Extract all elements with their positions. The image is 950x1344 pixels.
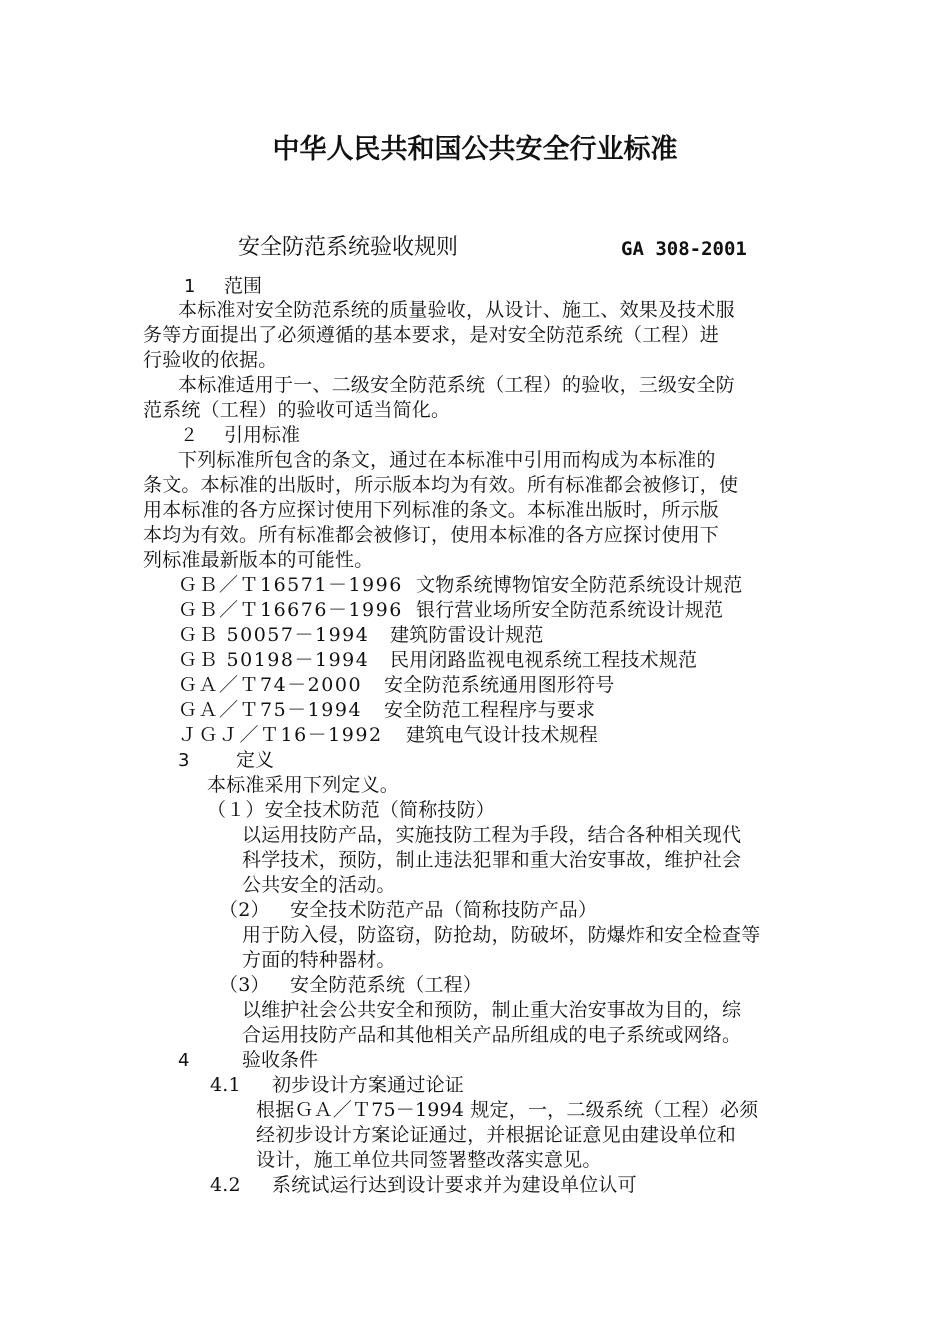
section-1-paragraph-2-line: 本标准适用于一、二级安全防范系统（工程）的验收，三级安全防: [178, 374, 735, 396]
reference-code: ＧＢ／Ｔ16676－1996: [178, 599, 403, 621]
section-1-paragraph-1-line: 本标准对安全防范系统的质量验收，从设计、施工、效果及技术服: [178, 299, 735, 321]
reference-name: 建筑电气设计技术规程: [406, 724, 599, 746]
reference-code: ＧＢ 50057－1994: [178, 624, 370, 646]
reference-name: 民用闭路监视电视系统工程技术规范: [390, 649, 698, 671]
doc-code: GA 308-2001: [621, 238, 747, 260]
section-2-paragraph-line: 用本标准的各方应探讨使用下列标准的条文。本标准出版时，所示版: [143, 499, 720, 521]
section-4-number: 4: [178, 1050, 190, 1071]
subsection-4-1-body-line: 设计，施工单位共同签署整改落实意见。: [256, 1149, 602, 1171]
definition-1-body-line: 科学技术，预防，制止违法犯罪和重大治安事故，维护社会: [242, 849, 742, 871]
definition-2-label: 安全技术防范产品（简称技防产品）: [290, 899, 598, 921]
subsection-4-1-body-line: 根据ＧＡ／Ｔ75－1994 规定，一，二级系统（工程）必须: [256, 1099, 759, 1121]
section-1-paragraph-1-line: 行验收的依据。: [143, 349, 278, 371]
reference-name: 文物系统博物馆安全防范系统设计规范: [416, 574, 743, 596]
definition-3-number: （3）: [219, 974, 270, 996]
definition-1-body-line: 以运用技防产品，实施技防工程为手段，结合各种相关现代: [242, 824, 742, 846]
section-1-number: 1: [184, 276, 196, 297]
subsection-4-1-title: 初步设计方案通过论证: [272, 1074, 465, 1096]
section-1-title: 范围: [224, 275, 263, 297]
definition-2-body-line: 方面的特种器材。: [242, 949, 396, 971]
subsection-4-1-body-line: 经初步设计方案论证通过，并根据论证意见由建设单位和: [256, 1124, 737, 1146]
section-2-paragraph-line: 本均为有效。所有标准都会被修订，使用本标准的各方应探讨使用下: [143, 524, 720, 546]
section-2-paragraph-line: 列标准最新版本的可能性。: [143, 549, 374, 571]
main-title: 中华人民共和国公共安全行业标准: [272, 134, 678, 165]
reference-name: 安全防范工程程序与要求: [384, 699, 596, 721]
definition-3-label: 安全防范系统（工程）: [290, 974, 483, 996]
definition-3-body-line: 合运用技防产品和其他相关产品所组成的电子系统或网络。: [242, 1024, 742, 1046]
reference-name: 安全防范系统通用图形符号: [384, 674, 615, 696]
section-2-title: 引用标准: [224, 424, 301, 446]
section-4-title: 验收条件: [242, 1049, 319, 1071]
reference-name: 建筑防雷设计规范: [390, 624, 544, 646]
reference-code: ＪＧＪ／Ｔ16－1992: [178, 724, 383, 746]
section-1-paragraph-1-line: 务等方面提出了必须遵循的基本要求，是对安全防范系统（工程）进: [143, 324, 720, 346]
doc-title: 安全防范系统验收规则: [238, 235, 459, 260]
reference-code: ＧＡ／Ｔ75－1994: [178, 699, 363, 721]
definition-2-body-line: 用于防入侵，防盗窃，防抢劫，防破坏，防爆炸和安全检查等: [242, 924, 761, 946]
section-3-intro: 本标准采用下列定义。: [207, 774, 400, 796]
section-2-paragraph-line: 条文。本标准的出版时，所示版本均为有效。所有标准都会被修订，使: [143, 474, 739, 496]
section-3-number: 3: [178, 750, 190, 771]
reference-code: ＧＢ／Ｔ16571－1996: [178, 574, 403, 596]
section-2-number: ２: [180, 425, 198, 446]
subsection-4-2-number: 4.2: [210, 1174, 241, 1196]
definition-3-body-line: 以维护社会公共安全和预防，制止重大治安事故为目的，综: [242, 999, 742, 1021]
definition-1-body-line: 公共安全的活动。: [242, 874, 396, 896]
reference-name: 银行营业场所安全防范系统设计规范: [416, 599, 724, 621]
reference-code: ＧＡ／Ｔ74－2000: [178, 674, 363, 696]
definition-2-number: （2）: [219, 899, 270, 921]
subsection-4-1-number: 4.1: [210, 1074, 241, 1096]
section-2-paragraph-line: 下列标准所包含的条文，通过在本标准中引用而构成为本标准的: [178, 449, 716, 471]
subsection-4-2-title: 系统试运行达到设计要求并为建设单位认可: [272, 1174, 637, 1196]
definition-1-label: （１）安全技术防范（简称技防）: [207, 799, 496, 821]
reference-code: ＧＢ 50198－1994: [178, 649, 370, 671]
section-1-paragraph-2-line: 范系统（工程）的验收可适当简化。: [143, 399, 451, 421]
section-3-title: 定义: [236, 749, 275, 771]
